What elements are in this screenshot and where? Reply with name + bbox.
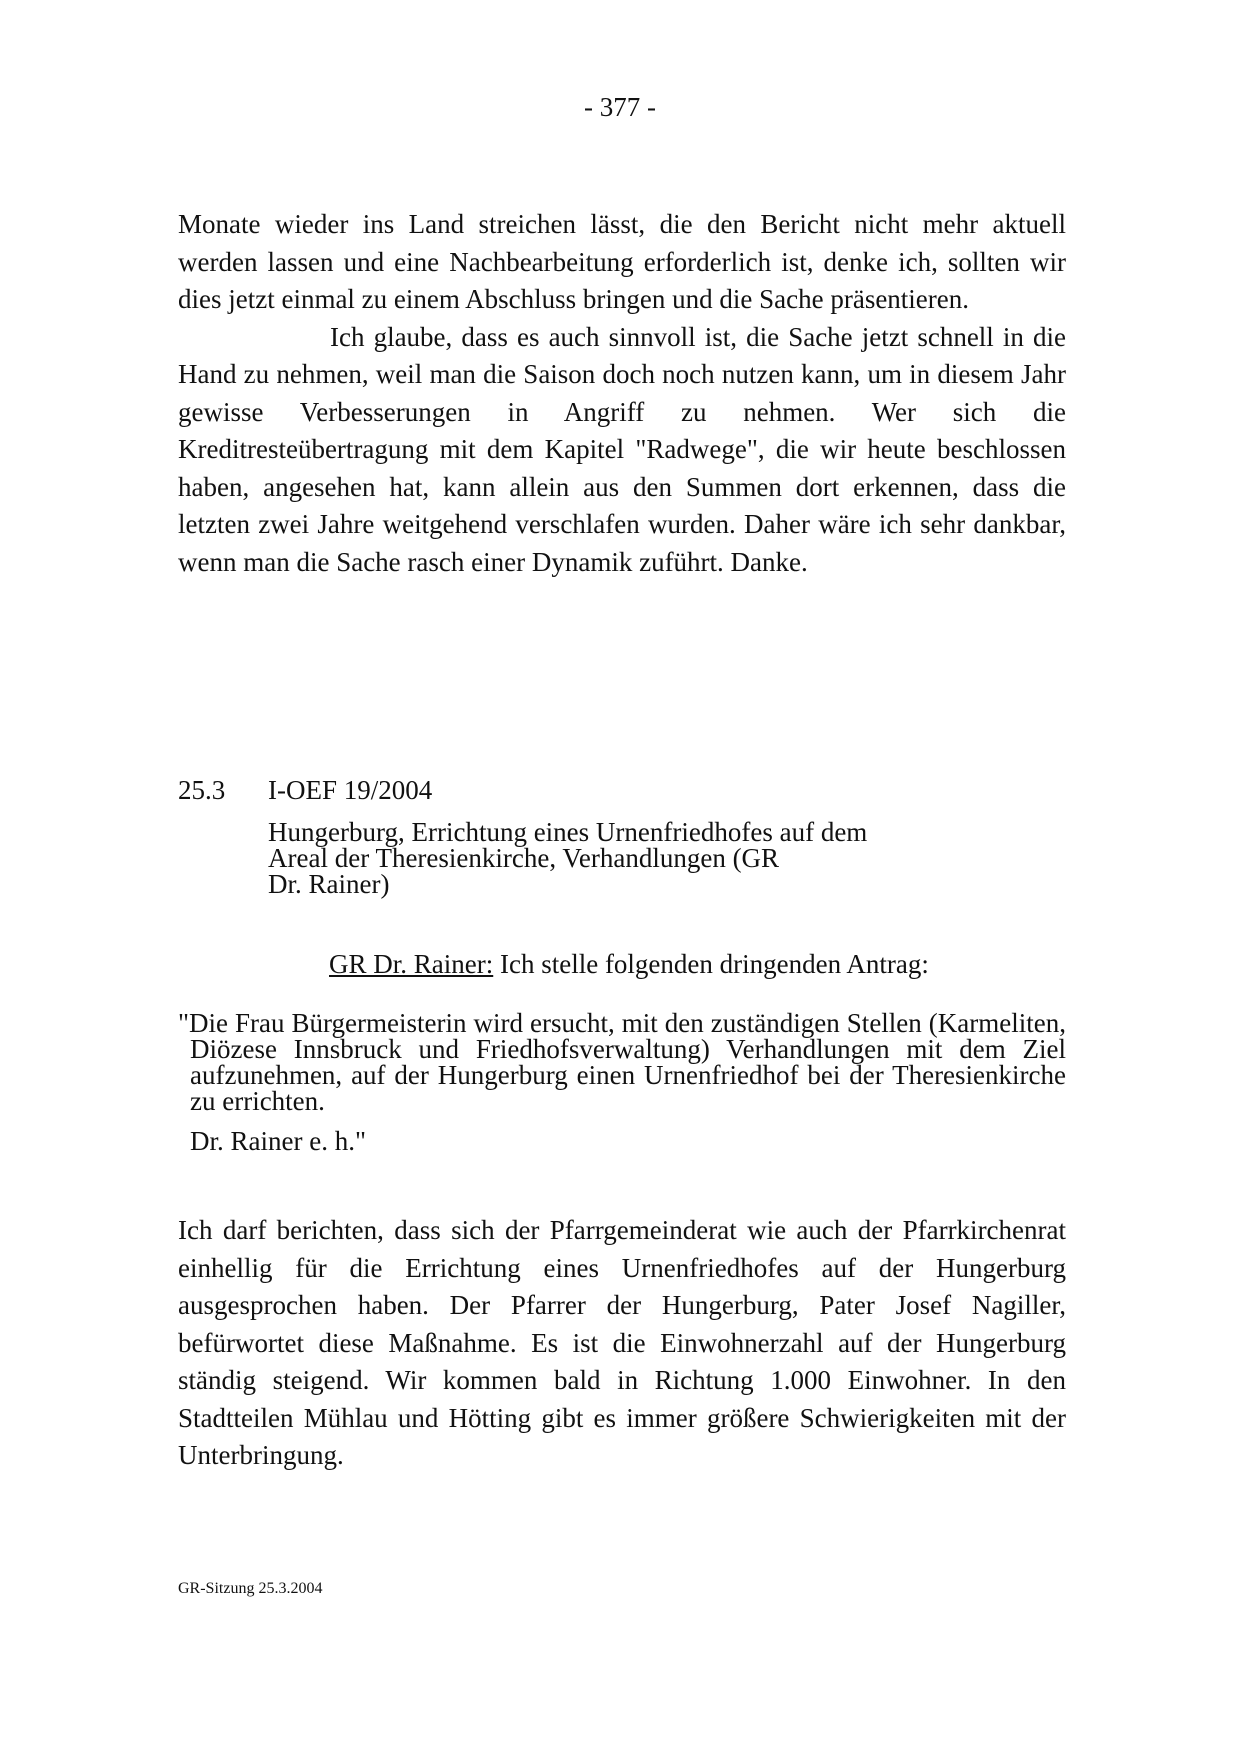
agenda-reference: I-OEF 19/2004 [268,775,433,805]
report-paragraph: Ich darf berichten, dass sich der Pfarrgemeinderat wie auch der Pfarrkirchenrat einhellig für die Errichtung eines Urnenfriedhofes auf der Hungerburg ausgesprochen haben. Der Pfarrer der Hungerburg, Pater Josef Nagiller, befürwortet diese Maßnahme. Es ist die Einwohnerzahl auf der Hungerburg ständig steigend. Wir kommen bald in Richtung 1.000 Einwohner. In den Stadtteilen Mühlau und Hötting gibt es immer größere Schwierigkeiten mit der Unterbringung. [178,1215,1066,1470]
speech-continuation [178,206,1066,581]
paragraph-2: Ich glaube, dass es auch sinnvoll ist, die Sache jetzt schnell in die Hand zu nehmen, weil man die Saison doch noch nutzen kann, um in diesem Jahr gewisse Verbesserungen in Angriff zu nehmen. Wer sich die Kreditresteübertragung mit dem Kapitel "Radwege", die wir heute beschlossen haben, angesehen hat, kann allein aus den Summen dort erkennen, dass die letzten zwei Jahre weitgehend verschlafen wurden. Daher wäre ich sehr dankbar, wenn man die Sache rasch einer Dynamik zuführt. Danke. [178,321,1066,577]
speaker-statement: Ich stelle folgenden dringenden Antrag: [499,949,929,979]
speech-report [178,1212,1066,1475]
agenda-number: 25.3 [178,775,226,805]
agenda-subject-line: Hungerburg, Errichtung eines Urnenfriedhofes auf dem [268,817,868,847]
agenda-subject-line: Areal der Theresienkirche, Verhandlungen (GR [268,843,780,873]
motion-quote [178,1010,1066,1154]
speaker-name: GR Dr. Rainer: [329,949,494,979]
agenda-subject-line: Dr. Rainer) [268,869,390,899]
paragraph-1: Monate wieder ins Land streichen lässt, die den Bericht nicht mehr aktuell werden lassen und eine Nachbearbeitung erforderlich ist, denke ich, sollten wir dies jetzt einmal zu einem Abschluss bringen und die Sache präsentieren. [178,209,1066,314]
motion-text: "Die Frau Bürgermeisterin wird ersucht, mit den zuständigen Stellen (Karmeliten, Diözese Innsbruck und Friedhofsverwaltung) Verhandlungen mit dem Ziel aufzunehmen, auf der Hungerburg einen Urnenfriedhof bei der Theresienkirche zu errichten. [178,1008,1066,1116]
footer-session-date: GR-Sitzung 25.3.2004 [178,1580,323,1597]
agenda-item [178,772,1066,897]
agenda-subject [268,819,928,897]
speaker-line [329,946,929,983]
agenda-header [178,772,1066,809]
motion-signature: Dr. Rainer e. h." [190,1126,366,1156]
page-number: - 377 - [584,92,656,122]
